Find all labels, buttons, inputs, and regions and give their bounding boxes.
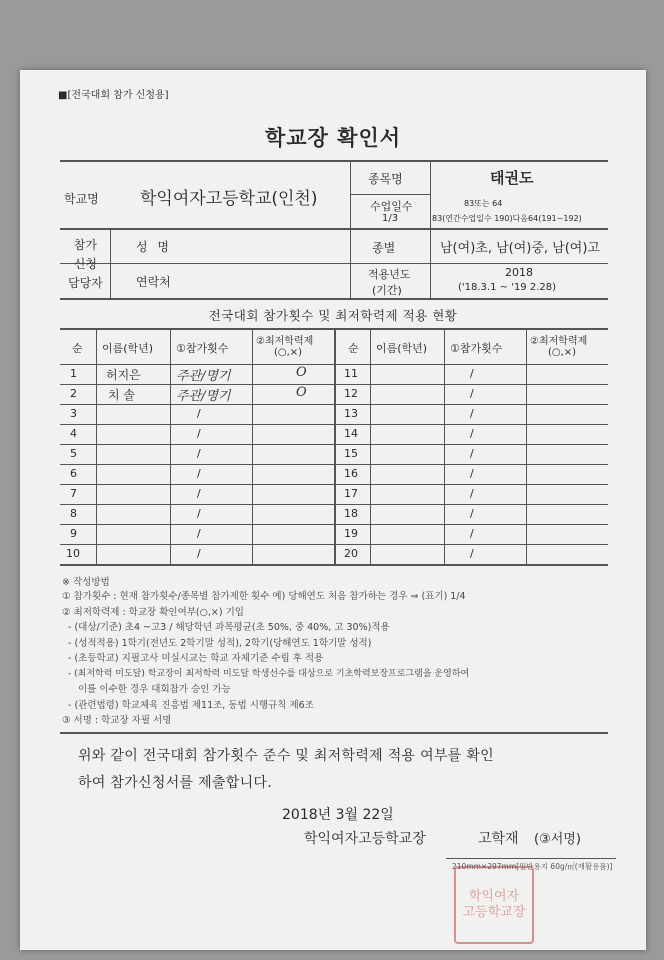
table-row: 10 /: [66, 547, 201, 560]
table-row: 18 /: [344, 507, 474, 520]
class-days-value: 83또는 64: [464, 199, 503, 208]
table-row: 3 /: [70, 407, 201, 420]
table-row: 2 치 솔 주관/명기 O: [70, 385, 307, 404]
header-no: 순: [72, 342, 83, 355]
class-days-detail: 83(연간수업일수 190)다음64(191~192): [432, 214, 582, 223]
table-row: 4 /: [70, 427, 201, 440]
header-min: ②최저학력제: [530, 336, 588, 347]
contact-phone-label: 연락처: [136, 275, 171, 289]
instruction-line: - (최저학력 미도달) 학교장이 최저학력 미도달 학생선수를 대상으로 기초학력보장프로그램을 운영하여: [68, 668, 470, 679]
header-min-mark: (○,×): [274, 347, 303, 358]
instruction-line: ② 최저학력제 : 학교장 확인여부(○,×) 기입: [62, 606, 244, 618]
header-name: 이름(학년): [376, 342, 428, 355]
instruction-line: - (관련법령) 학교체육 진흥법 제11조, 동법 시행규칙 제6조: [68, 699, 314, 711]
sport-value: 태권도: [490, 169, 534, 187]
section-title: 전국대회 참가횟수 및 최저학력제 적용 현황: [208, 308, 458, 323]
table-row: 1 허지은 주관/명기 O: [70, 365, 307, 384]
table-row: 16 /: [344, 467, 474, 480]
signature-label: (③서명): [534, 832, 581, 847]
submission-date: 2018년 3월 22일: [282, 807, 394, 823]
gender-options: 남(여)초, 남(여)중, 남(여)고: [440, 241, 600, 256]
school-seal-stamp: 학익여자 고등학교장: [454, 866, 534, 944]
table-row: 11 /: [344, 367, 474, 380]
header-name: 이름(학년): [102, 342, 154, 355]
table-row: 14 /: [344, 427, 474, 440]
table-row: 19 /: [344, 527, 474, 540]
table-row: 7 /: [70, 487, 201, 500]
table-row: 12 /: [344, 387, 474, 400]
header-count: ①참가횟수: [176, 342, 229, 355]
header-count: ①참가횟수: [450, 342, 503, 355]
instructions: [62, 589, 469, 729]
year-value: 2018: [505, 266, 533, 279]
table-row: 5 /: [70, 447, 201, 460]
instruction-line: ① 참가횟수 : 현재 참가횟수/종목별 참가제한 횟수 예) 당해연도 처음 참가하는 경우 ⇒ (표기) 1/4: [62, 591, 466, 602]
table-row: 13 /: [344, 407, 474, 420]
school-label: 학교명: [64, 192, 99, 206]
instruction-line: - (대상/기준) 초4 ~고3 / 해당학년 과목평균(초 50%, 중 40%, 고 30%)적용: [68, 622, 390, 633]
year-period-label: (기간): [372, 284, 402, 297]
document-page: [20, 70, 646, 950]
instruction-line: 이를 이수한 경우 대회참가 승인 가능: [78, 684, 231, 695]
confirm-text-line2: 하여 참가신청서를 제출합니다.: [78, 775, 272, 791]
gender-label: 종별: [372, 241, 396, 255]
header-min-mark: (○,×): [548, 347, 577, 358]
table-row: 6 /: [70, 467, 201, 480]
table-row: 9 /: [70, 527, 201, 540]
school-name: 학익여자고등학교(인천): [140, 189, 318, 209]
instruction-line: - (초등학교) 지필고사 미실시교는 학교 자체기준 수립 후 적용: [68, 653, 324, 664]
year-label: 적용년도: [368, 268, 411, 281]
table-row: 20 /: [344, 547, 474, 560]
document-title: 학교장 확인서: [264, 126, 402, 150]
confirm-text-line1: 위와 같이 전국대회 참가횟수 준수 및 최저학력제 적용 여부를 확인: [78, 748, 494, 764]
header-no: 순: [348, 342, 359, 355]
table-row: 15 /: [344, 447, 474, 460]
paper-spec: 210mm×297mm[일반용지 60g/㎡(재활용품)]: [452, 862, 613, 871]
principal-name: 고학재: [478, 831, 519, 847]
class-days-label: 수업일수: [370, 200, 413, 213]
instruction-line: ③ 서명 : 학교장 자필 서명: [62, 715, 172, 726]
instructions-heading: ※ 작성방법: [62, 577, 110, 588]
contact-label: 참가 신청 담당자: [68, 238, 103, 290]
class-days-ratio: 1/3: [382, 213, 399, 224]
year-period: ('18.3.1 ~ '19 2.28): [458, 282, 557, 293]
table-row: 17 /: [344, 487, 474, 500]
header-min: ②최저학력제: [256, 336, 314, 347]
form-tag: ■[전국대회 참가 신청용]: [58, 90, 169, 101]
sport-label: 종목명: [368, 172, 403, 186]
principal-school: 학익여자고등학교장: [304, 831, 426, 847]
table-row: 8 /: [70, 507, 201, 520]
contact-name-label: 성 명: [136, 240, 172, 254]
instruction-line: - (성적적용) 1학기(전년도 2학기말 성적), 2학기(당해연도 1학기말 성적): [68, 637, 372, 649]
